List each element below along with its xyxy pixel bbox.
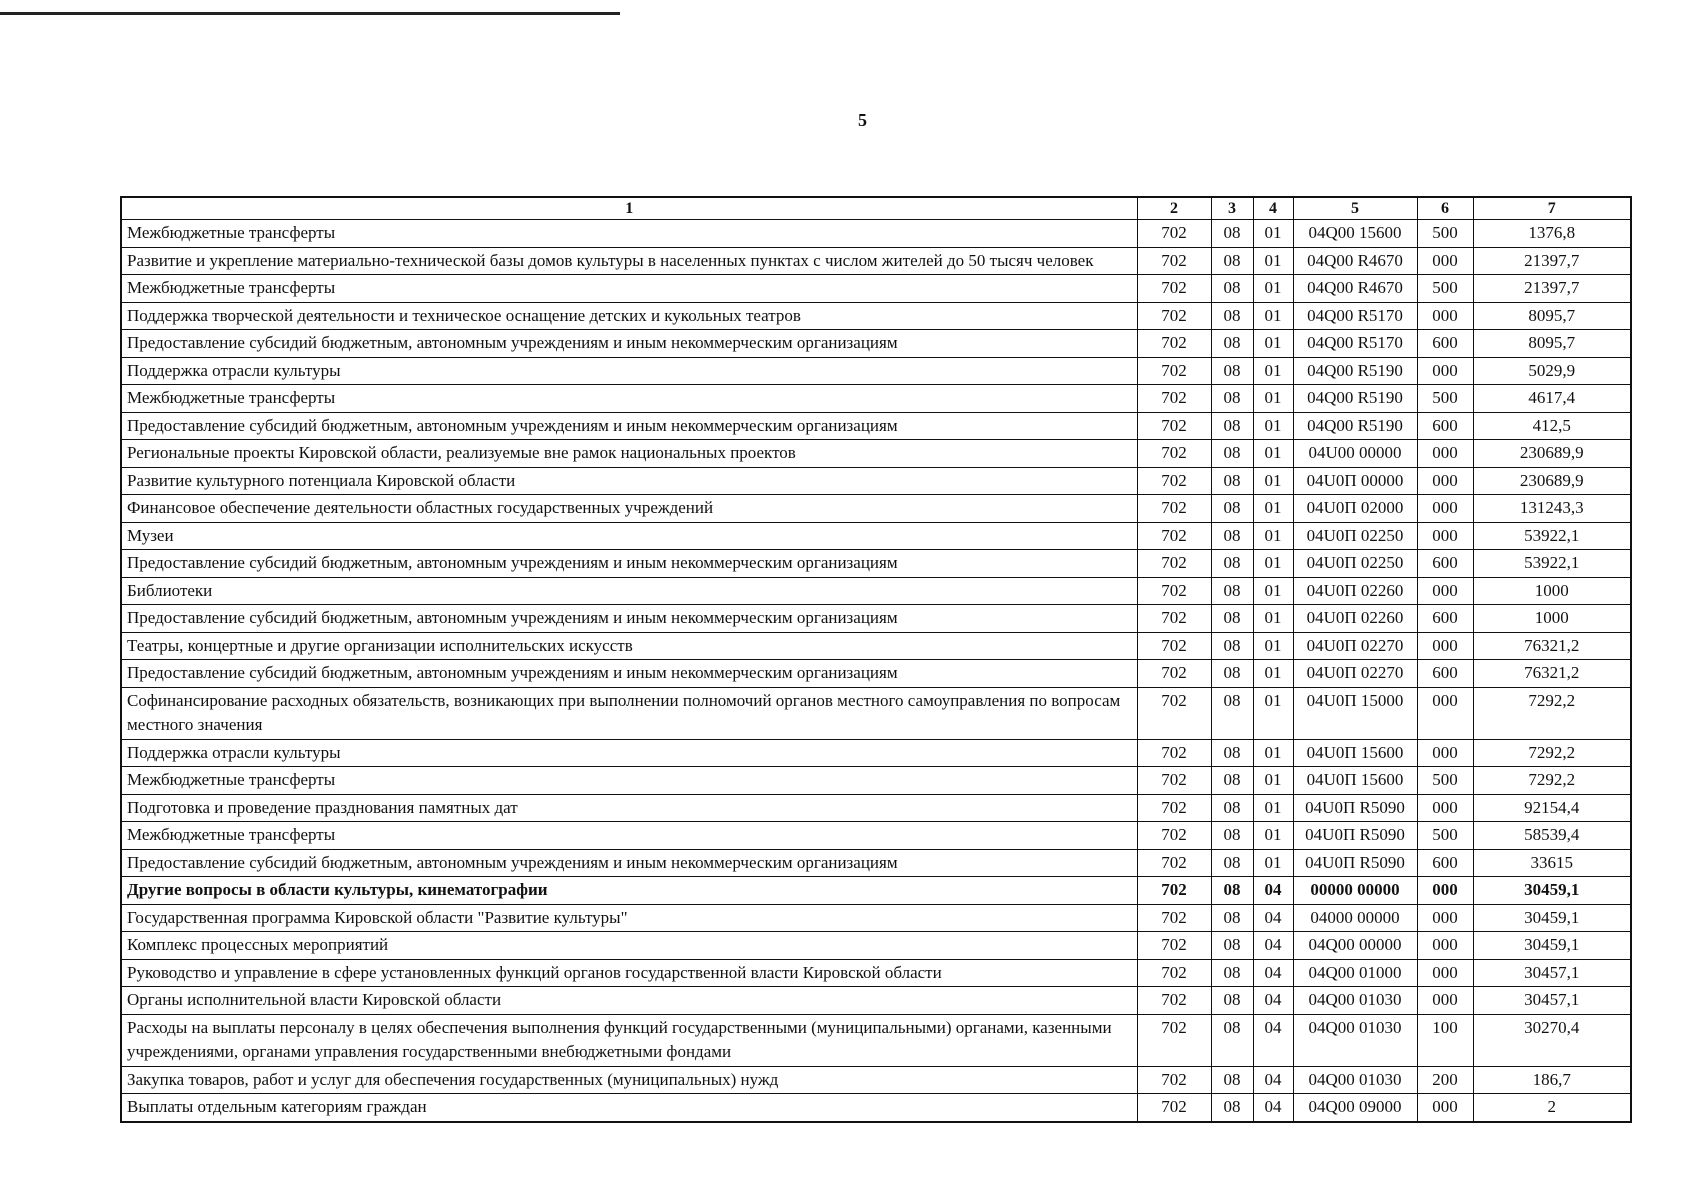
table-row	[121, 739, 1631, 767]
section-code-cell: 08	[1211, 467, 1253, 495]
section-code-cell: 08	[1211, 987, 1253, 1015]
expense-name-cell: Театры, концертные и другие организации исполнительских искусств	[121, 632, 1137, 660]
target-article-cell: 04Q00 R4670	[1293, 247, 1417, 275]
table-row	[121, 987, 1631, 1015]
header-row	[121, 197, 1631, 220]
amount-cell: 412,5	[1473, 412, 1631, 440]
target-article-cell: 04U0П 02000	[1293, 495, 1417, 523]
expense-name-cell: Межбюджетные трансферты	[121, 767, 1137, 795]
section-code-cell: 08	[1211, 550, 1253, 578]
expense-name-cell: Межбюджетные трансферты	[121, 220, 1137, 248]
table-row	[121, 440, 1631, 468]
expense-name-cell: Развитие и укрепление материально-технической базы домов культуры в населенных пунктах с числом жителей до 50 тысяч человек	[121, 247, 1137, 275]
section-code-cell: 08	[1211, 687, 1253, 739]
target-article-cell: 04Q00 01030	[1293, 1066, 1417, 1094]
subsection-code-cell: 01	[1253, 767, 1293, 795]
ministry-code-cell: 702	[1137, 220, 1211, 248]
expense-name-cell: Региональные проекты Кировской области, реализуемые вне рамок национальных проектов	[121, 440, 1137, 468]
ministry-code-cell: 702	[1137, 632, 1211, 660]
section-code-cell: 08	[1211, 385, 1253, 413]
section-code-cell: 08	[1211, 440, 1253, 468]
amount-cell: 30459,1	[1473, 877, 1631, 905]
table-row	[121, 412, 1631, 440]
expense-name-cell: Софинансирование расходных обязательств, возникающих при выполнении полномочий органов местного самоуправления по вопросам местного значения	[121, 687, 1137, 739]
target-article-cell: 04Q00 01030	[1293, 1014, 1417, 1066]
target-article-cell: 04U0П 15600	[1293, 767, 1417, 795]
subsection-code-cell: 01	[1253, 357, 1293, 385]
section-code-cell: 08	[1211, 1094, 1253, 1122]
expense-type-cell: 000	[1417, 357, 1473, 385]
amount-cell: 30459,1	[1473, 904, 1631, 932]
amount-cell: 131243,3	[1473, 495, 1631, 523]
target-article-cell: 04Q00 15600	[1293, 220, 1417, 248]
ministry-code-cell: 702	[1137, 1094, 1211, 1122]
expense-type-cell: 500	[1417, 767, 1473, 795]
expense-name-cell: Финансовое обеспечение деятельности областных государственных учреждений	[121, 495, 1137, 523]
amount-cell: 5029,9	[1473, 357, 1631, 385]
section-code-cell: 08	[1211, 302, 1253, 330]
column-header: 6	[1417, 197, 1473, 220]
expense-name-cell: Предоставление субсидий бюджетным, автономным учреждениям и иным некоммерческим организациям	[121, 660, 1137, 688]
section-code-cell: 08	[1211, 495, 1253, 523]
subsection-code-cell: 01	[1253, 687, 1293, 739]
target-article-cell: 04U0П 15600	[1293, 739, 1417, 767]
expense-name-cell: Межбюджетные трансферты	[121, 822, 1137, 850]
expense-type-cell: 000	[1417, 577, 1473, 605]
top-rule	[0, 12, 620, 15]
expense-type-cell: 000	[1417, 440, 1473, 468]
column-header: 2	[1137, 197, 1211, 220]
expense-type-cell: 000	[1417, 632, 1473, 660]
subsection-code-cell: 01	[1253, 247, 1293, 275]
subsection-code-cell: 04	[1253, 932, 1293, 960]
amount-cell: 53922,1	[1473, 522, 1631, 550]
expense-type-cell: 100	[1417, 1014, 1473, 1066]
expense-type-cell: 600	[1417, 412, 1473, 440]
section-code-cell: 08	[1211, 932, 1253, 960]
subsection-code-cell: 01	[1253, 794, 1293, 822]
table-row	[121, 467, 1631, 495]
expense-name-cell: Поддержка отрасли культуры	[121, 739, 1137, 767]
expense-name-cell: Музеи	[121, 522, 1137, 550]
amount-cell: 1000	[1473, 605, 1631, 633]
section-code-cell: 08	[1211, 739, 1253, 767]
amount-cell: 76321,2	[1473, 660, 1631, 688]
target-article-cell: 00000 00000	[1293, 877, 1417, 905]
subsection-code-cell: 01	[1253, 302, 1293, 330]
amount-cell: 8095,7	[1473, 330, 1631, 358]
table-row	[121, 330, 1631, 358]
expense-name-cell: Комплекс процессных мероприятий	[121, 932, 1137, 960]
subsection-code-cell: 04	[1253, 959, 1293, 987]
section-code-cell: 08	[1211, 247, 1253, 275]
expense-type-cell: 000	[1417, 522, 1473, 550]
table-row	[121, 495, 1631, 523]
ministry-code-cell: 702	[1137, 687, 1211, 739]
expense-name-cell: Предоставление субсидий бюджетным, автономным учреждениям и иным некоммерческим организациям	[121, 849, 1137, 877]
ministry-code-cell: 702	[1137, 522, 1211, 550]
target-article-cell: 04U0П 00000	[1293, 467, 1417, 495]
amount-cell: 4617,4	[1473, 385, 1631, 413]
ministry-code-cell: 702	[1137, 412, 1211, 440]
section-code-cell: 08	[1211, 330, 1253, 358]
subsection-code-cell: 01	[1253, 412, 1293, 440]
target-article-cell: 04000 00000	[1293, 904, 1417, 932]
target-article-cell: 04U0П 15000	[1293, 687, 1417, 739]
subsection-code-cell: 01	[1253, 522, 1293, 550]
expense-type-cell: 000	[1417, 959, 1473, 987]
ministry-code-cell: 702	[1137, 767, 1211, 795]
table-row	[121, 1066, 1631, 1094]
page-number: 5	[858, 110, 867, 130]
expense-name-cell: Выплаты отдельным категориям граждан	[121, 1094, 1137, 1122]
ministry-code-cell: 702	[1137, 385, 1211, 413]
amount-cell: 30270,4	[1473, 1014, 1631, 1066]
ministry-code-cell: 702	[1137, 904, 1211, 932]
subsection-code-cell: 01	[1253, 467, 1293, 495]
table-row	[121, 1014, 1631, 1066]
expense-name-cell: Предоставление субсидий бюджетным, автономным учреждениям и иным некоммерческим организациям	[121, 412, 1137, 440]
ministry-code-cell: 702	[1137, 987, 1211, 1015]
amount-cell: 7292,2	[1473, 687, 1631, 739]
table-row	[121, 302, 1631, 330]
section-code-cell: 08	[1211, 1014, 1253, 1066]
expense-type-cell: 500	[1417, 385, 1473, 413]
expense-name-cell: Межбюджетные трансферты	[121, 385, 1137, 413]
table-row	[121, 687, 1631, 739]
target-article-cell: 04Q00 R5170	[1293, 330, 1417, 358]
section-code-cell: 08	[1211, 632, 1253, 660]
section-code-cell: 08	[1211, 220, 1253, 248]
expense-type-cell: 000	[1417, 904, 1473, 932]
table-row	[121, 822, 1631, 850]
subsection-code-cell: 04	[1253, 987, 1293, 1015]
table-row	[121, 849, 1631, 877]
table-row	[121, 932, 1631, 960]
expense-type-cell: 000	[1417, 247, 1473, 275]
ministry-code-cell: 702	[1137, 330, 1211, 358]
section-code-cell: 08	[1211, 522, 1253, 550]
subsection-code-cell: 01	[1253, 440, 1293, 468]
ministry-code-cell: 702	[1137, 932, 1211, 960]
amount-cell: 30457,1	[1473, 959, 1631, 987]
table-row	[121, 904, 1631, 932]
amount-cell: 21397,7	[1473, 247, 1631, 275]
expense-type-cell: 500	[1417, 822, 1473, 850]
expense-name-cell: Закупка товаров, работ и услуг для обеспечения государственных (муниципальных) нужд	[121, 1066, 1137, 1094]
ministry-code-cell: 702	[1137, 467, 1211, 495]
expense-type-cell: 000	[1417, 987, 1473, 1015]
subsection-code-cell: 01	[1253, 605, 1293, 633]
subsection-code-cell: 01	[1253, 849, 1293, 877]
table-row	[121, 550, 1631, 578]
column-header: 1	[121, 197, 1137, 220]
target-article-cell: 04U0П 02250	[1293, 522, 1417, 550]
expense-name-cell: Развитие культурного потенциала Кировской области	[121, 467, 1137, 495]
amount-cell: 1376,8	[1473, 220, 1631, 248]
subsection-code-cell: 04	[1253, 1094, 1293, 1122]
ministry-code-cell: 702	[1137, 495, 1211, 523]
target-article-cell: 04Q00 01030	[1293, 987, 1417, 1015]
ministry-code-cell: 702	[1137, 849, 1211, 877]
expense-type-cell: 200	[1417, 1066, 1473, 1094]
section-code-cell: 08	[1211, 660, 1253, 688]
target-article-cell: 04U0П 02270	[1293, 632, 1417, 660]
target-article-cell: 04Q00 R4670	[1293, 275, 1417, 303]
amount-cell: 186,7	[1473, 1066, 1631, 1094]
table-row	[121, 1094, 1631, 1122]
subsection-code-cell: 01	[1253, 660, 1293, 688]
subsection-code-cell: 01	[1253, 385, 1293, 413]
subsection-code-cell: 01	[1253, 739, 1293, 767]
target-article-cell: 04Q00 01000	[1293, 959, 1417, 987]
table-row	[121, 660, 1631, 688]
expense-name-cell: Другие вопросы в области культуры, кинематографии	[121, 877, 1137, 905]
amount-cell: 92154,4	[1473, 794, 1631, 822]
expense-type-cell: 600	[1417, 660, 1473, 688]
ministry-code-cell: 702	[1137, 822, 1211, 850]
ministry-code-cell: 702	[1137, 247, 1211, 275]
target-article-cell: 04U0П 02260	[1293, 605, 1417, 633]
subsection-code-cell: 01	[1253, 577, 1293, 605]
expense-name-cell: Предоставление субсидий бюджетным, автономным учреждениям и иным некоммерческим организациям	[121, 330, 1137, 358]
section-code-cell: 08	[1211, 357, 1253, 385]
amount-cell: 8095,7	[1473, 302, 1631, 330]
expense-type-cell: 000	[1417, 302, 1473, 330]
subsection-code-cell: 01	[1253, 822, 1293, 850]
section-code-cell: 08	[1211, 275, 1253, 303]
target-article-cell: 04U0П R5090	[1293, 849, 1417, 877]
ministry-code-cell: 702	[1137, 877, 1211, 905]
ministry-code-cell: 702	[1137, 1066, 1211, 1094]
ministry-code-cell: 702	[1137, 275, 1211, 303]
table-row	[121, 794, 1631, 822]
table-row	[121, 385, 1631, 413]
expense-type-cell: 000	[1417, 739, 1473, 767]
expense-type-cell: 000	[1417, 932, 1473, 960]
budget-table	[120, 196, 1632, 1123]
subsection-code-cell: 01	[1253, 275, 1293, 303]
table-row	[121, 605, 1631, 633]
expense-type-cell: 600	[1417, 330, 1473, 358]
amount-cell: 230689,9	[1473, 467, 1631, 495]
expense-name-cell: Межбюджетные трансферты	[121, 275, 1137, 303]
subsection-code-cell: 04	[1253, 904, 1293, 932]
amount-cell: 21397,7	[1473, 275, 1631, 303]
expense-type-cell: 000	[1417, 1094, 1473, 1122]
target-article-cell: 04U00 00000	[1293, 440, 1417, 468]
target-article-cell: 04Q00 09000	[1293, 1094, 1417, 1122]
expense-name-cell: Подготовка и проведение празднования памятных дат	[121, 794, 1137, 822]
table-row	[121, 632, 1631, 660]
subsection-code-cell: 01	[1253, 220, 1293, 248]
section-code-cell: 08	[1211, 822, 1253, 850]
expense-type-cell: 000	[1417, 467, 1473, 495]
subsection-code-cell: 01	[1253, 550, 1293, 578]
ministry-code-cell: 702	[1137, 959, 1211, 987]
target-article-cell: 04U0П 02260	[1293, 577, 1417, 605]
ministry-code-cell: 702	[1137, 302, 1211, 330]
section-code-cell: 08	[1211, 605, 1253, 633]
section-code-cell: 08	[1211, 577, 1253, 605]
table-row	[121, 959, 1631, 987]
subsection-code-cell: 04	[1253, 1066, 1293, 1094]
amount-cell: 30459,1	[1473, 932, 1631, 960]
ministry-code-cell: 702	[1137, 577, 1211, 605]
amount-cell: 2	[1473, 1094, 1631, 1122]
expense-type-cell: 600	[1417, 849, 1473, 877]
ministry-code-cell: 702	[1137, 794, 1211, 822]
expense-type-cell: 500	[1417, 220, 1473, 248]
target-article-cell: 04U0П R5090	[1293, 794, 1417, 822]
table-row	[121, 767, 1631, 795]
target-article-cell: 04U0П 02270	[1293, 660, 1417, 688]
expense-name-cell: Органы исполнительной власти Кировской области	[121, 987, 1137, 1015]
subsection-code-cell: 01	[1253, 632, 1293, 660]
expense-type-cell: 600	[1417, 605, 1473, 633]
table-row	[121, 275, 1631, 303]
section-code-cell: 08	[1211, 412, 1253, 440]
column-header: 5	[1293, 197, 1417, 220]
target-article-cell: 04U0П R5090	[1293, 822, 1417, 850]
section-code-cell: 08	[1211, 849, 1253, 877]
table-row	[121, 220, 1631, 248]
table-row	[121, 877, 1631, 905]
ministry-code-cell: 702	[1137, 739, 1211, 767]
column-header: 4	[1253, 197, 1293, 220]
expense-name-cell: Поддержка творческой деятельности и техническое оснащение детских и кукольных театров	[121, 302, 1137, 330]
expense-name-cell: Предоставление субсидий бюджетным, автономным учреждениям и иным некоммерческим организациям	[121, 605, 1137, 633]
table-body	[121, 220, 1631, 1122]
target-article-cell: 04Q00 R5190	[1293, 385, 1417, 413]
expense-name-cell: Государственная программа Кировской области "Развитие культуры"	[121, 904, 1137, 932]
expense-name-cell: Предоставление субсидий бюджетным, автономным учреждениям и иным некоммерческим организациям	[121, 550, 1137, 578]
expense-type-cell: 000	[1417, 687, 1473, 739]
expense-type-cell: 000	[1417, 495, 1473, 523]
ministry-code-cell: 702	[1137, 1014, 1211, 1066]
ministry-code-cell: 702	[1137, 357, 1211, 385]
ministry-code-cell: 702	[1137, 660, 1211, 688]
amount-cell: 30457,1	[1473, 987, 1631, 1015]
amount-cell: 1000	[1473, 577, 1631, 605]
section-code-cell: 08	[1211, 1066, 1253, 1094]
column-header: 7	[1473, 197, 1631, 220]
subsection-code-cell: 01	[1253, 495, 1293, 523]
expense-type-cell: 600	[1417, 550, 1473, 578]
section-code-cell: 08	[1211, 767, 1253, 795]
table-row	[121, 522, 1631, 550]
amount-cell: 33615	[1473, 849, 1631, 877]
amount-cell: 7292,2	[1473, 767, 1631, 795]
column-header: 3	[1211, 197, 1253, 220]
table-row	[121, 357, 1631, 385]
expense-name-cell: Поддержка отрасли культуры	[121, 357, 1137, 385]
amount-cell: 7292,2	[1473, 739, 1631, 767]
target-article-cell: 04Q00 R5190	[1293, 412, 1417, 440]
ministry-code-cell: 702	[1137, 550, 1211, 578]
target-article-cell: 04Q00 R5190	[1293, 357, 1417, 385]
section-code-cell: 08	[1211, 959, 1253, 987]
target-article-cell: 04Q00 00000	[1293, 932, 1417, 960]
expense-name-cell: Библиотеки	[121, 577, 1137, 605]
subsection-code-cell: 01	[1253, 330, 1293, 358]
table-row	[121, 247, 1631, 275]
amount-cell: 58539,4	[1473, 822, 1631, 850]
expense-type-cell: 000	[1417, 877, 1473, 905]
section-code-cell: 08	[1211, 877, 1253, 905]
amount-cell: 230689,9	[1473, 440, 1631, 468]
subsection-code-cell: 04	[1253, 877, 1293, 905]
section-code-cell: 08	[1211, 904, 1253, 932]
expense-type-cell: 500	[1417, 275, 1473, 303]
amount-cell: 76321,2	[1473, 632, 1631, 660]
target-article-cell: 04U0П 02250	[1293, 550, 1417, 578]
expense-type-cell: 000	[1417, 794, 1473, 822]
expense-name-cell: Расходы на выплаты персоналу в целях обеспечения выполнения функций государственными (муниципальными) органами, казенными учреждениями, органами управления государственными внебюджетными фондами	[121, 1014, 1137, 1066]
amount-cell: 53922,1	[1473, 550, 1631, 578]
table-row	[121, 577, 1631, 605]
expense-name-cell: Руководство и управление в сфере установленных функций органов государственной власти Кировской области	[121, 959, 1137, 987]
ministry-code-cell: 702	[1137, 440, 1211, 468]
section-code-cell: 08	[1211, 794, 1253, 822]
target-article-cell: 04Q00 R5170	[1293, 302, 1417, 330]
subsection-code-cell: 04	[1253, 1014, 1293, 1066]
ministry-code-cell: 702	[1137, 605, 1211, 633]
